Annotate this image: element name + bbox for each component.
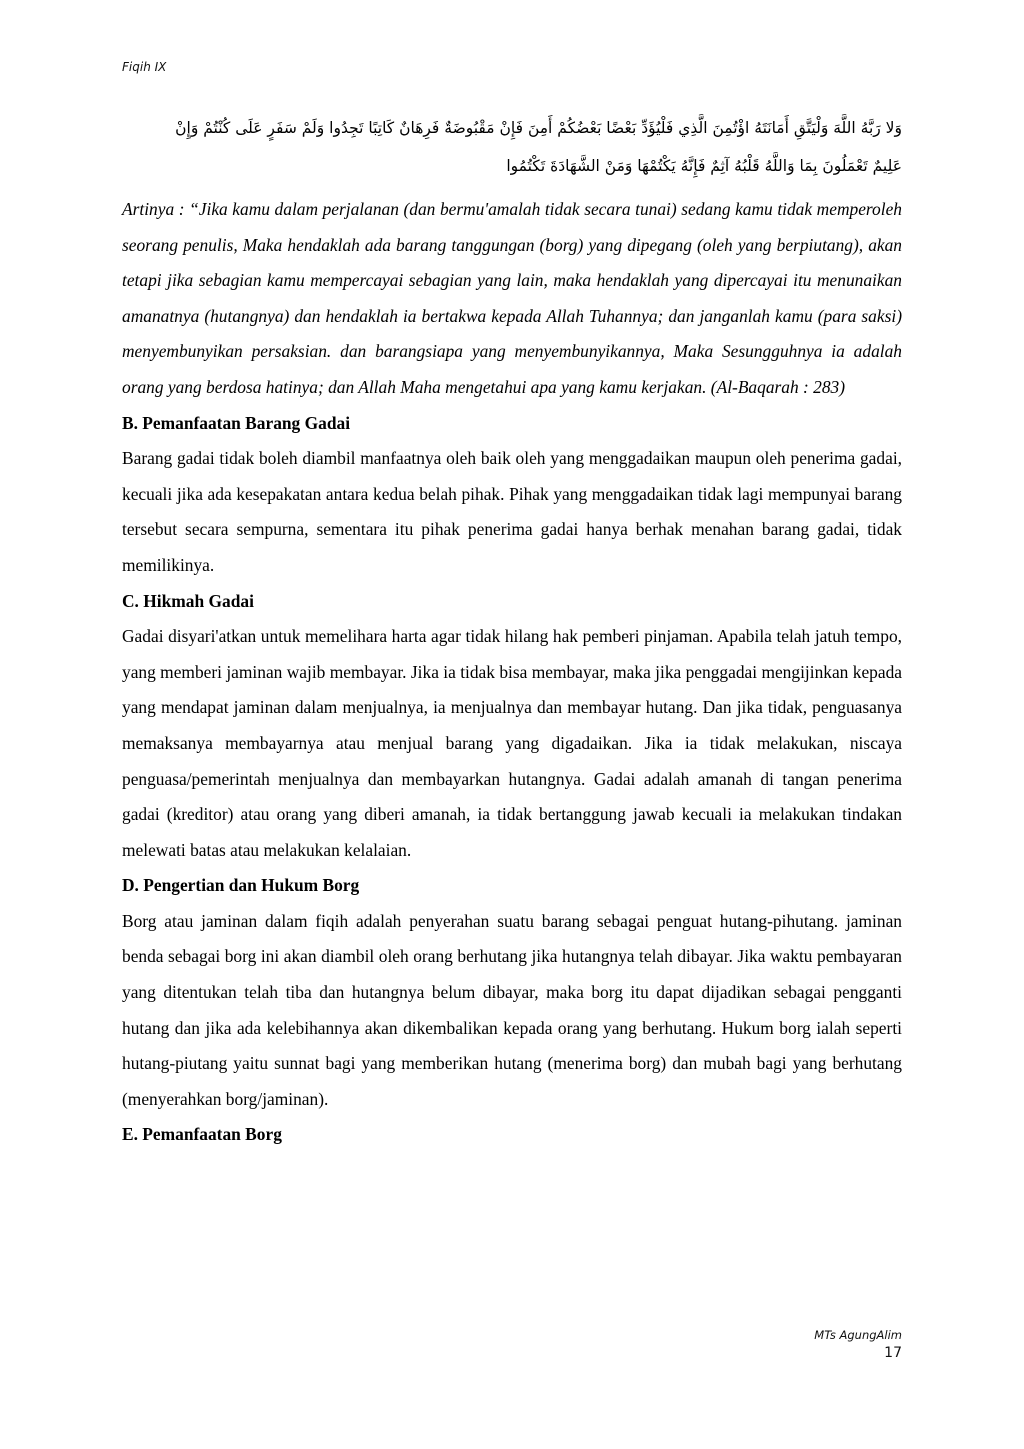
section-b-heading: B. Pemanfaatan Barang Gadai [122, 412, 351, 433]
section-d-body: Borg atau jaminan dalam fiqih adalah penyerahan suatu barang sebagai penguat hutang-pihutang. jaminan benda sebagai borg ini akan diambil oleh orang berhutang jika hutangnya telah dibayar. Jika waktu pembayaran yang ditentukan telah tiba dan hutangnya belum dibayar, maka borg itu dapat dijadikan sebagai pengganti hutang dan jika ada kelebihannya akan dikembalikan kepada orang yang berhutang. Hukum borg ialah seperti hutang-piutang yaitu sunnat bagi yang memberikan hutang (menerima borg) dan mubah bagi yang berhutang (menyerahkan borg/jaminan). [122, 910, 902, 1109]
arabic-verse-line-1: وَلا رَبَّهُ اللَّهَ وَلْيَتَّقِ أَمَانَتَهُ اؤْتُمِنَ الَّذِي فَلْيُؤَدِّ بَعْضًا بَعْضُكُمْ أَمِنَ فَإِنْ مَقْبُوضَةٌ فَرِهَانٌ كَاتِبًا تَجِدُوا وَلَمْ سَفَرٍ عَلَى كُنْتُمْ وَإِنْ [175, 119, 902, 137]
section-d-heading: D. Pengertian dan Hukum Borg [122, 875, 360, 896]
footer-brand: MTs AgungAlim [814, 1328, 902, 1342]
section-c-body: Gadai disyari'atkan untuk memelihara harta agar tidak hilang hak pemberi pinjaman. Apabila telah jatuh tempo, yang memberi jaminan wajib membayar. Jika ia tidak bisa membayar, maka jika penggadai mengijinkan kepada yang mendapat jaminan dalam menjualnya, ia menjualnya dan membayar hutang. Dan jika tidak, penguasanya memaksanya membayarnya atau menjual barang yang digadaikan. Jika ia tidak melakukan, niscaya penguasa/pemerintah menjualnya dan membayarkan hutangnya. Gadai adalah amanah di tangan penerima gadai (kreditor) atau orang yang diberi amanah, ia tidak bertanggung jawab kecuali ia melakukan tindakan melewati batas atau melakukan kelalaian. [122, 626, 902, 860]
arabic-verse-line-2: عَلِيمٌ تَعْمَلُونَ بِمَا وَاللَّهُ قَلْبُهُ آثِمٌ فَإِنَّهُ يَكْتُمْهَا وَمَنْ الشَّهَادَةَ تَكْتُمُوا [506, 157, 902, 175]
section-b-body: Barang gadai tidak boleh diambil manfaatnya oleh baik oleh yang menggadaikan maupun oleh penerima gadai, kecuali jika ada kesepakatan antara kedua belah pihak. Pihak yang menggadaikan tidak lagi mempunyai barang tersebut secara sempurna, sementara itu pihak penerima gadai hanya berhak menahan barang gadai, tidak memilikinya. [122, 448, 902, 575]
main-content [122, 192, 902, 1153]
page-number: 17 [884, 1345, 902, 1361]
running-header: Fiqih IX [122, 60, 167, 74]
verse-translation: Artinya : “Jika kamu dalam perjalanan (dan bermu'amalah tidak secara tunai) sedang kamu tidak memperoleh seorang penulis, Maka hendaklah ada barang tanggungan (borg) yang dipegang (oleh yang berpiutang), akan tetapi jika sebagian kamu mempercayai sebagian yang lain, maka hendaklah yang dipercayai itu menunaikan amanatnya (hutangnya) dan hendaklah ia bertakwa kepada Allah Tuhannya; dan janganlah kamu (para saksi) menyembunyikan persaksian. dan barangsiapa yang menyembunyikannya, Maka Sesungguhnya ia adalah orang yang berdosa hatinya; dan Allah Maha mengetahui apa yang kamu kerjakan. (Al-Baqarah : 283) [122, 199, 902, 397]
section-c-heading: C. Hikmah Gadai [122, 590, 254, 611]
section-e-heading: E. Pemanfaatan Borg [122, 1124, 282, 1145]
